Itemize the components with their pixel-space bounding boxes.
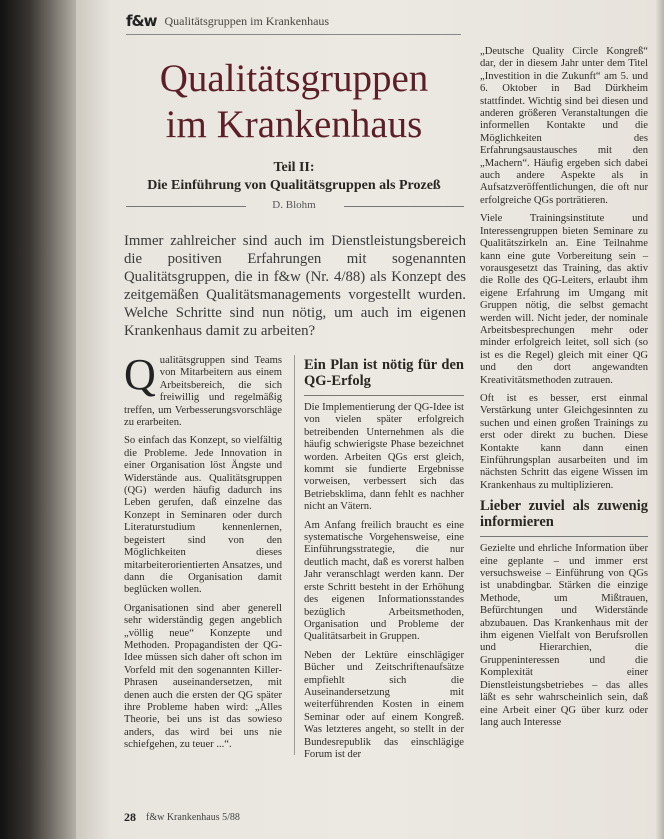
article-title [124,56,464,148]
page-edge [656,0,664,839]
journal-logo: f&w [126,12,157,30]
author-rule-right [344,206,464,207]
column-1 [124,350,282,758]
article-subtitle: Die Einführung von Qualitätsgruppen als Prozeß [147,178,441,193]
page-footer [124,810,464,825]
subheading-inform: Lieber zuviel als zuwenig informieren [480,498,648,531]
title-line-2: im Krankenhaus [165,103,423,146]
subheading-rule-2 [480,536,648,537]
section-title: Qualitätsgruppen im Krankenhaus [164,13,330,28]
col3-paragraph-1: „Deutsche Quality Circle Kongreß“ dar, der in diesem Jahr unter dem Titel „Investition in die Zukunft“ am 5. und 6. Oktober in Bad Dürkheim stattfindet. Wichtig sind bei diesen und anderen größeren Veranstaltungen die informellen Kontakte und die Möglichkeiten des Erfahrungsaustausches mit den „Machern“. Häufig ergeben sich dabei auch andere Aspekte als in Aufsatzveröffentlichungen, die oft nur erfolgreiche QGs porträtieren. [480,46,648,206]
page-number: 28 [124,810,136,824]
col3-paragraph-4: Gezielte und ehrliche Information über eine geplante – und immer erst versuchsweise – Einführung von QGs ist unabdingbar. Stärken die einzige Methode, um Mißtrauen, Befürchtungen und Widerstände abzubauen. Das Krankenhaus mit der ihm eigenen Vielfalt von Berufsrollen und Hierarchien, die Gruppeninteressen und die Komplexität einer Dienstleistungsbetriebes – das alles läßt es sehr wahrscheinlich sein, daß eine Arbeit einer QG über kurz oder lang auch Interesse [480,543,648,728]
col1-text-1: ualitätsgruppen sind Teams von Mitarbeitern aus einem Arbeitsbereich, die sich freiwillig und regelmäßig treffen, um Verbesserungsvorschläge zu erarbeiten. [124,355,282,429]
book-gutter-shadow [0,0,86,839]
col1-paragraph-3: Organisationen sind aber generell sehr widerständig gegen angeblich „völlig neue“ Konzepte und Methoden. Propagandisten der QG-Idee müssen sich daher oft schon im Vorfeld mit den sogenannten Killer-Phrasen auseinandersetzen, mit denen auch die ersten der QG später ihre Probleme haben wird: „Alles Theorie, bei uns ist das sowieso anders, das wird bei uns nie schiefgehen, zu teuer ...“. [124,602,282,751]
header-rule [126,34,461,35]
col2-paragraph-2: Am Anfang freilich braucht es eine systematische Vorgehensweise, eine Einführungsstrategie, die nur deutlich macht, daß es vorerst halben Jahr veranschlagt werden kann. Der erste Schritt besteht in der Erhöhung des eigenen Informationsstandes bezüglich Arbeitsmethoden, Organisation und Probleme der Qualitätsarbeit in Gruppen. [304,519,464,643]
subheading-rule [304,395,464,396]
article-part: Teil II: [273,160,315,175]
col1-paragraph-2: So einfach das Konzept, so vielfältig die Probleme. Jede Innovation in einer Organisation löst Ängste und Widerstände aus. Qualitätsgruppen (QG) werden häufig dadurch ins Leben gerufen, daß einzelne das Konzept in Seminaren oder durch Literaturstudium kennenlernen, begeistert sind von den Möglichkeiten dieses mitarbeiterorientierten Ansatzes, und dann die Organisation damit beglücken wollen. [124,435,282,596]
col2-paragraph-3: Neben der Lektüre einschlägiger Bücher und Zeitschriftenaufsätze empfiehlt sich die Auseinandersetzung mit weiterführenden Kosten in einem Seminar oder auf einem Kongreß. Was letzteres angeht, so stellt in der Bundesrepublik das einschlägige Forum ist der [304,649,464,760]
subheading-plan: Ein Plan ist nötig für den QG-Erfolg [304,357,464,389]
column-divider [294,355,295,755]
lead-paragraph: Immer zahlreicher sind auch im Dienstleistungsbereich die positiven Erfahrungen mit sogenannten Qualitätsgruppen, die in f&w (Nr. 4/88) als Konzept des zeitgemäßen Qualitätsmanagements vorgestellt wurden. Welche Schritte sind nun nötig, um auch im eigenen Krankenhaus damit zu arbeiten? [124,233,466,339]
col1-paragraph-1 [124,350,282,429]
column-2 [304,357,464,767]
running-header [126,10,646,32]
col2-paragraph-1: Die Implementierung der QG-Idee ist von vielen später erfolgreich betreibenden Unternehmen als die häufig schwierigste Phase bezeichnet worden. Arbeiten QGs erst gleich, kommt sie fundierte Ergebnisse vorweisen, verbessert sich das Betriebsklima, dann fehlt es nachher nicht an Vätern. [304,402,464,513]
title-line-1: Qualitätsgruppen [159,57,429,100]
journal-issue: f&w Krankenhaus 5/88 [146,812,240,823]
drop-cap: Q [124,350,156,399]
col3-paragraph-2: Viele Trainingsinstitute und Interessengruppen bieten Seminare zu Qualitätszirkeln an. Eine Teilnahme kann eine gute Vorbereitung sein – vorausgesetzt das Training, das aktiv die Rolle des QG-Leiters, erlaubt ihm eigene Erfahrung im Umgang mit Gruppen nötig, die selbst gemacht werden will. Nicht jeder, der nominale Arbeitsbesprechungen mehr oder minder erfolgreich leitet, soll sich (so ist es die Regel) gleich mit einer QG und den dort angewandten Kreativitätsmethoden zutrauen. [480,213,648,386]
article-author: D. Blohm [272,199,316,211]
magazine-page [76,0,664,839]
column-3 [480,46,648,735]
col3-paragraph-3: Oft ist es besser, erst einmal Verstärkung unter Gleichgesinnten zu suchen und einen großen Trainings zu erst oder direkt zu buchen. Diese Kontakte kann dann einen Einführungsplan ausarbeiten und im nächsten Schritt das eigene Wissen im Krankenhaus zu multiplizieren. [480,392,648,491]
